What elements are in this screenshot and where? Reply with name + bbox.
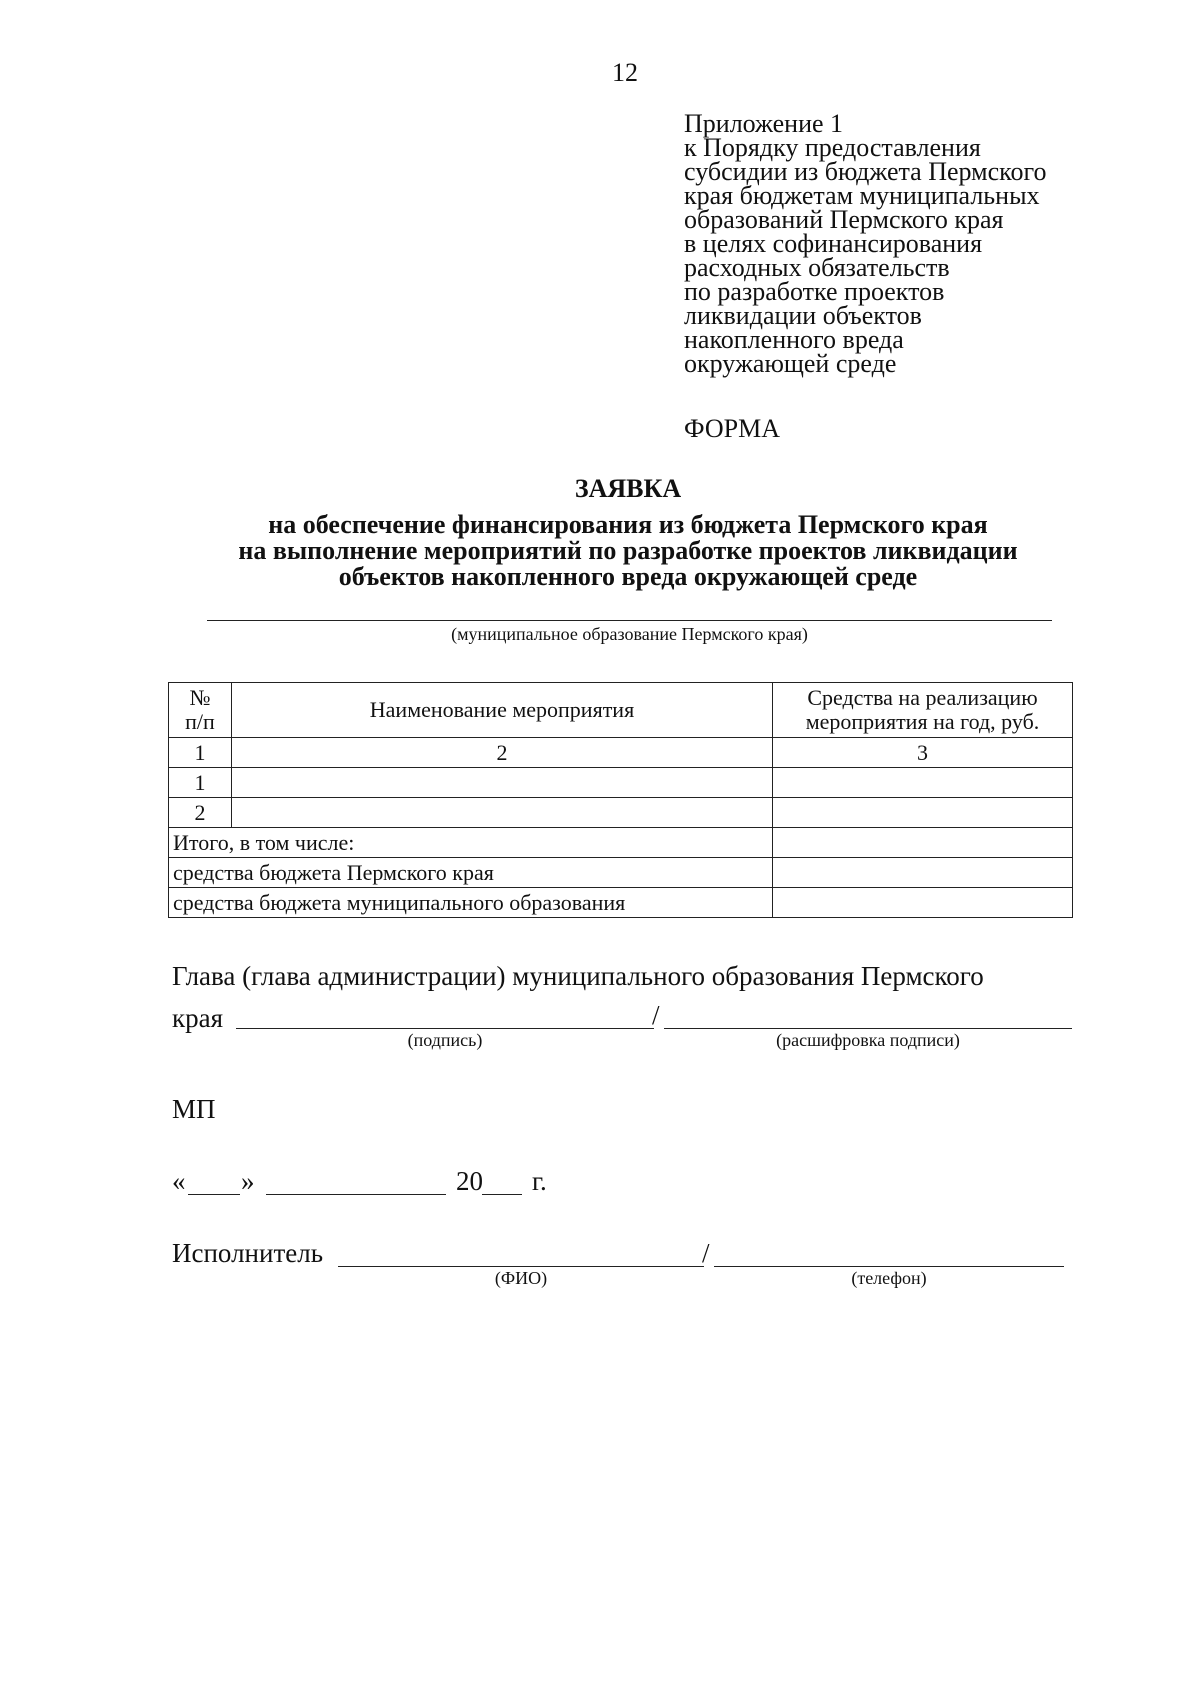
municipal-budget-label: средства бюджета муниципального образования bbox=[169, 888, 773, 918]
funds-cell[interactable] bbox=[773, 768, 1073, 798]
header-funds-line1: Средства на реализацию bbox=[807, 685, 1038, 710]
table-row bbox=[169, 768, 1073, 798]
date-open-quote: « bbox=[172, 1166, 186, 1196]
municipality-input-line[interactable] bbox=[207, 620, 1052, 621]
activity-name-cell[interactable] bbox=[232, 768, 773, 798]
header-funds-line2: мероприятия на год, руб. bbox=[805, 709, 1040, 734]
column-number: 3 bbox=[773, 738, 1073, 768]
appendix-line: в целях софинансирования bbox=[684, 229, 983, 258]
stamp-label: МП bbox=[172, 1094, 216, 1124]
row-number: 1 bbox=[169, 768, 232, 798]
appendix-line: субсидии из бюджета Пермского bbox=[684, 157, 1047, 186]
appendix-line: накопленного вреда bbox=[684, 325, 904, 354]
subtitle-line: на выполнение мероприятий по разработке проектов ликвидации bbox=[238, 536, 1018, 565]
column-number: 2 bbox=[232, 738, 773, 768]
executor-label: Исполнитель bbox=[172, 1238, 324, 1268]
executor-slash: / bbox=[702, 1238, 710, 1268]
appendix-line: расходных обязательств bbox=[684, 253, 950, 282]
appendix-line: ликвидации объектов bbox=[684, 301, 922, 330]
year-input-line[interactable] bbox=[482, 1194, 522, 1195]
signature-decode-caption: (расшифровка подписи) bbox=[776, 1030, 960, 1050]
municipality-caption: (муниципальное образование Пермского края) bbox=[451, 624, 808, 644]
document-title: ЗАЯВКА bbox=[574, 474, 682, 503]
total-row bbox=[169, 888, 1073, 918]
activity-name-cell[interactable] bbox=[232, 798, 773, 828]
subtitle-line: объектов накопленного вреда окружающей среде bbox=[338, 562, 918, 591]
header-funds bbox=[773, 683, 1073, 738]
year-suffix: г. bbox=[532, 1166, 547, 1196]
appendix-line: образований Пермского края bbox=[684, 205, 1004, 234]
table-row bbox=[169, 798, 1073, 828]
subtitle-line: на обеспечение финансирования из бюджета Пермского края bbox=[268, 510, 988, 539]
executor-phone-caption: (телефон) bbox=[851, 1268, 927, 1288]
head-of-municipality-label: Глава (глава администрации) муниципального образования Пермского bbox=[172, 961, 984, 991]
signature-line[interactable] bbox=[236, 1028, 654, 1029]
header-number-pp: п/п bbox=[185, 709, 215, 734]
month-input-line[interactable] bbox=[266, 1194, 446, 1195]
header-number bbox=[169, 683, 232, 738]
kraya-label: края bbox=[172, 1003, 224, 1033]
executor-name-line[interactable] bbox=[338, 1266, 704, 1267]
appendix-line: Приложение 1 bbox=[684, 109, 844, 138]
form-label: ФОРМА bbox=[684, 414, 780, 443]
appendix-header bbox=[684, 109, 1164, 378]
regional-budget-amount-cell[interactable] bbox=[773, 858, 1073, 888]
appendix-line: по разработке проектов bbox=[684, 277, 945, 306]
total-amount-cell[interactable] bbox=[773, 828, 1073, 858]
total-label: Итого, в том числе: bbox=[169, 828, 773, 858]
funds-cell[interactable] bbox=[773, 798, 1073, 828]
municipal-budget-amount-cell[interactable] bbox=[773, 888, 1073, 918]
activities-table bbox=[168, 682, 1073, 918]
signature-slash: / bbox=[652, 1000, 660, 1030]
header-activity-name: Наименование мероприятия bbox=[232, 683, 773, 738]
executor-fio-caption: (ФИО) bbox=[494, 1268, 548, 1288]
day-input-line[interactable] bbox=[188, 1194, 240, 1195]
page-number: 12 bbox=[612, 58, 638, 87]
header-number-sign: № bbox=[189, 685, 211, 710]
document-subtitle bbox=[0, 512, 1200, 590]
total-row bbox=[169, 828, 1073, 858]
date-row bbox=[172, 1166, 186, 1197]
appendix-line: к Порядку предоставления bbox=[684, 133, 981, 162]
appendix-line: окружающей среде bbox=[684, 349, 897, 378]
total-row bbox=[169, 858, 1073, 888]
table-numbering-row bbox=[169, 738, 1073, 768]
appendix-line: края бюджетам муниципальных bbox=[684, 181, 1040, 210]
row-number: 2 bbox=[169, 798, 232, 828]
year-prefix: 20 bbox=[456, 1166, 483, 1196]
regional-budget-label: средства бюджета Пермского края bbox=[169, 858, 773, 888]
table-header-row bbox=[169, 683, 1073, 738]
executor-phone-line[interactable] bbox=[714, 1266, 1064, 1267]
column-number: 1 bbox=[169, 738, 232, 768]
signature-decode-line[interactable] bbox=[664, 1028, 1072, 1029]
date-close-quote: » bbox=[241, 1166, 255, 1196]
signature-caption: (подпись) bbox=[407, 1030, 483, 1050]
